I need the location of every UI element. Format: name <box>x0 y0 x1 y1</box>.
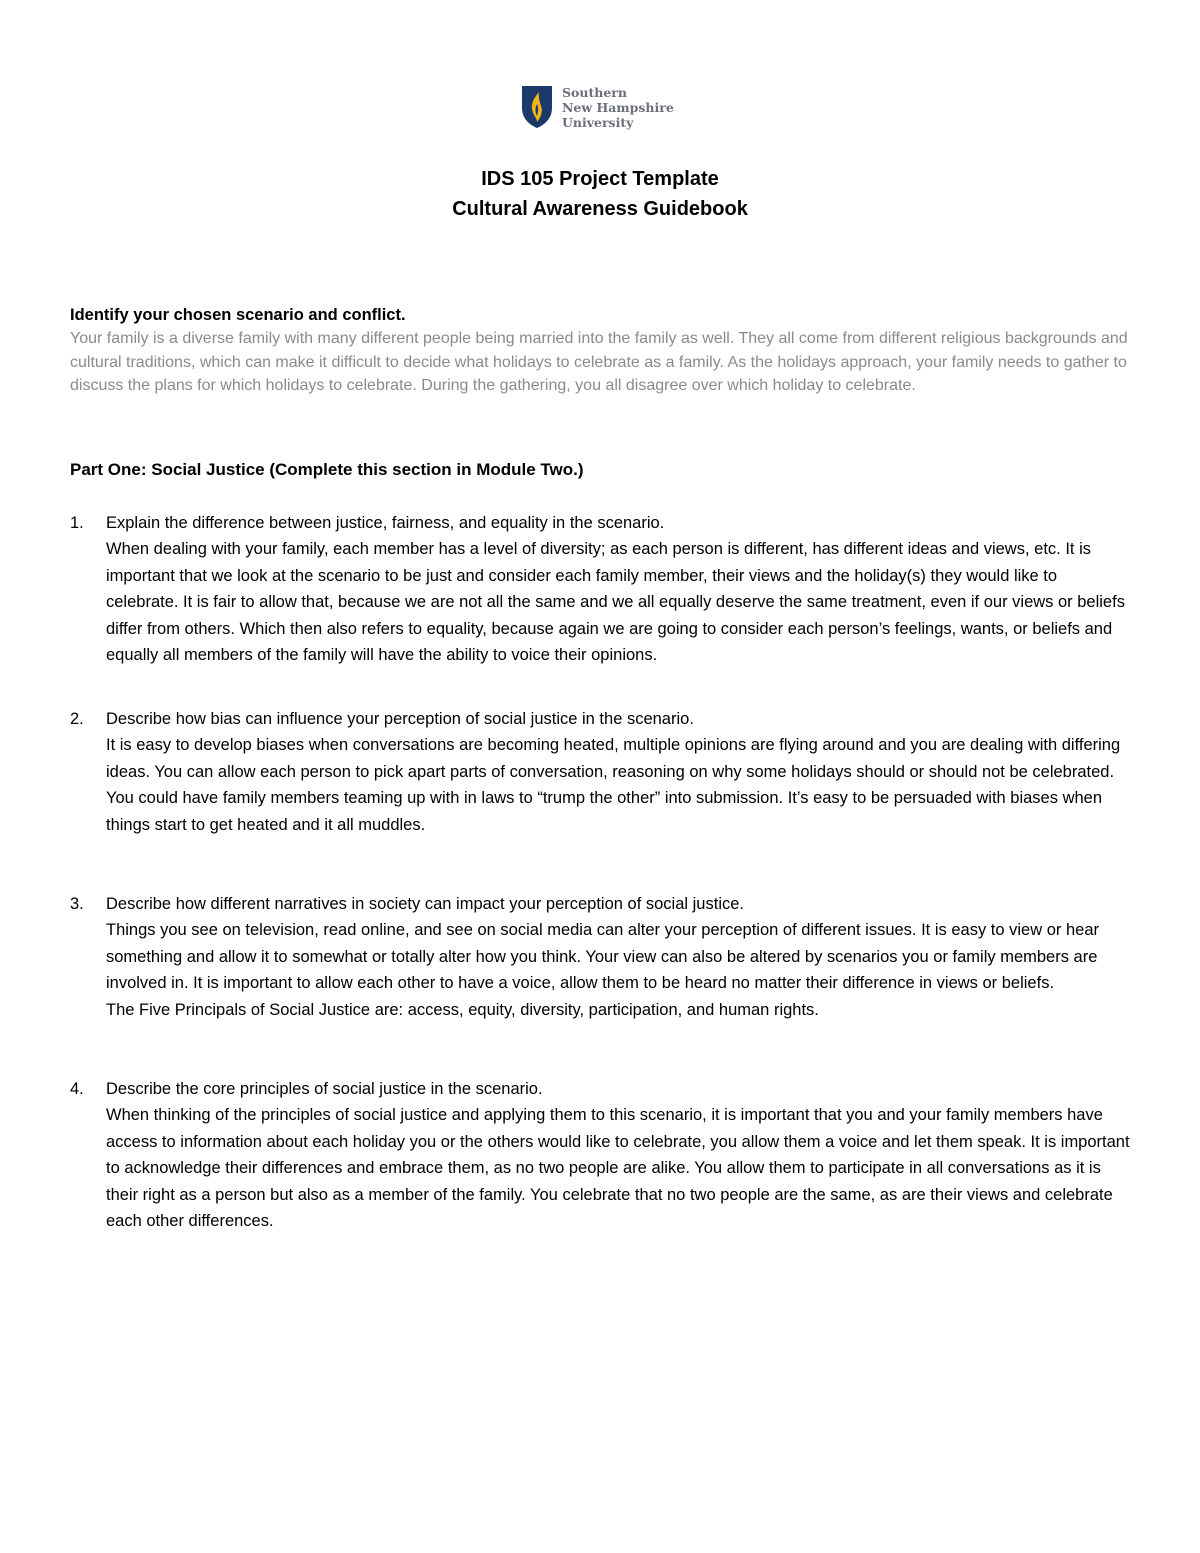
title-line-2: Cultural Awareness Guidebook <box>452 198 748 220</box>
question-prompt: Describe the core principles of social justice in the scenario. <box>106 1080 543 1098</box>
question-number: 4. <box>70 1080 84 1098</box>
shield-flame-icon <box>520 84 554 130</box>
question-prompt: Describe how bias can influence your perception of social justice in the scenario. <box>106 710 694 728</box>
question-number: 1. <box>70 514 84 532</box>
question-prompt: Describe how different narratives in society can impact your perception of social justice. <box>106 895 744 913</box>
question-answer: It is easy to develop biases when conversations are becoming heated, multiple opinions are flying around and you are dealing with differing ideas. You can allow each person to pick apart parts of conversation, reasoning on why some holidays should or should not be celebrated. You could have family members teaming up with in laws to “trump the other” into submission. It’s easy to be persuaded with biases when things start to get heated and it all muddles. <box>106 736 1121 834</box>
question-number: 2. <box>70 710 84 728</box>
question-answer: Things you see on television, read online, and see on social media can alter your perception of different issues. It is easy to view or hear something and allow it to somewhat or totally alter how you think. Your view can also be altered by scenarios you or family members are involved in. It is important to allow each other to have a voice, allow them to be heard no matter their difference in views or beliefs. <box>106 921 1100 993</box>
question-4 <box>70 1076 1132 1234</box>
question-3 <box>70 891 1132 1023</box>
scenario-heading: Identify your chosen scenario and conflict. <box>70 306 406 324</box>
question-number: 3. <box>70 895 84 913</box>
logo-line-2: New Hampshire <box>562 99 674 115</box>
logo-line-3: University <box>562 114 634 130</box>
document-title <box>0 164 1200 224</box>
logo-line-1: Southern <box>562 84 627 100</box>
question-answer: When thinking of the principles of social justice and applying them to this scenario, it is important that you and your family members have access to information about each holiday you or the others would like to celebrate, you allow them a voice and let them speak. It is important to acknowledge their differences and embrace them, as no two people are alike. You allow them to participate in all conversations as it is their right as a person but also as a member of the family. You celebrate that no two people are the same, as are their views and celebrate each other differences. <box>106 1106 1130 1231</box>
question-extra-note: The Five Principals of Social Justice are: access, equity, diversity, participation, and human rights. <box>106 1000 819 1019</box>
question-answer: When dealing with your family, each member has a level of diversity; as each person is different, has different ideas and views, etc. It is important that we look at the scenario to be just and consider each family member, their views and the holiday(s) they would like to celebrate. It is fair to allow that, because we are not all the same and we all equally deserve the same treatment, even if our views or beliefs differ from others. Which then also refers to equality, because again we are going to consider each person’s feelings, wants, or beliefs and equally all members of the family will have the ability to voice their opinions. <box>106 540 1125 665</box>
question-prompt: Explain the difference between justice, fairness, and equality in the scenario. <box>106 514 665 532</box>
question-2 <box>70 706 1132 838</box>
title-line-1: IDS 105 Project Template <box>481 168 719 190</box>
question-1 <box>70 510 1132 668</box>
part-one-heading: Part One: Social Justice (Complete this section in Module Two.) <box>70 460 584 479</box>
logo-wordmark <box>562 85 674 130</box>
scenario-body: Your family is a diverse family with many different people being married into the family as well. They all come from different religious backgrounds and cultural traditions, which can make it difficult to decide what holidays to celebrate as a family. As the holidays approach, your family needs to gather to discuss the plans for which holidays to celebrate. During the gathering, you all disagree over which holiday to celebrate. <box>70 330 1128 395</box>
university-logo <box>520 84 674 130</box>
